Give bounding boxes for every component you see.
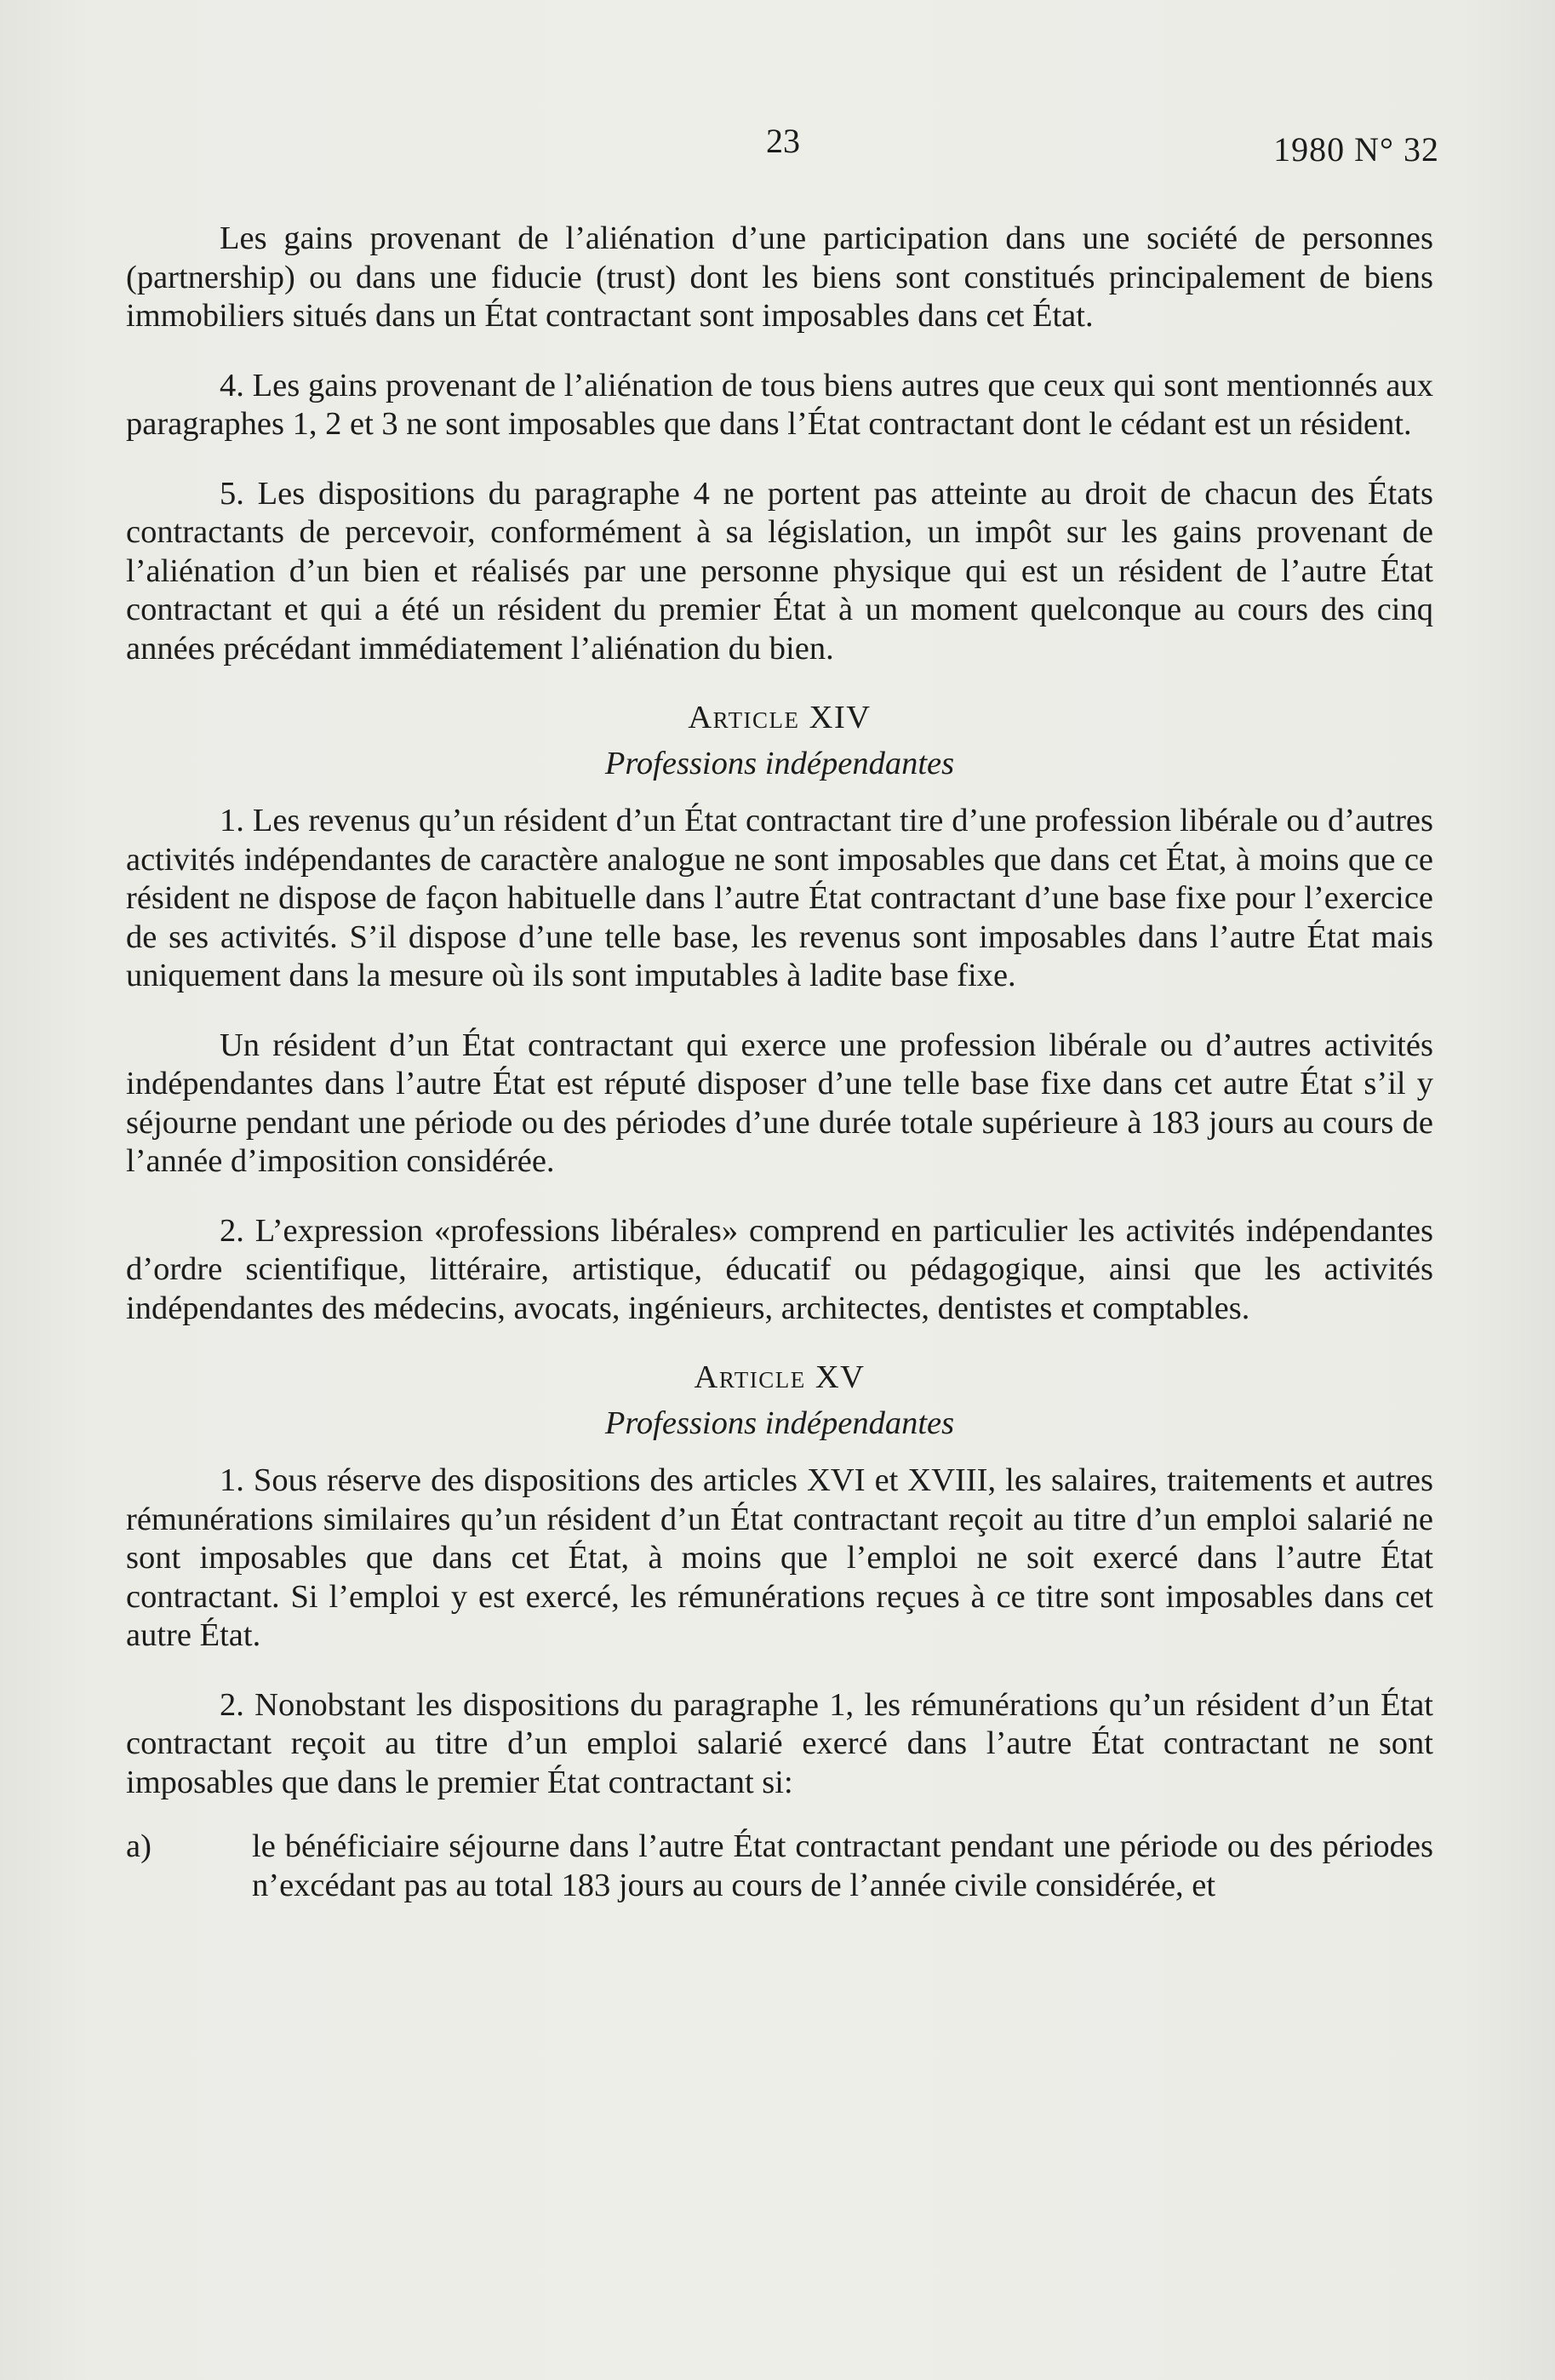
article-14-subtitle: Professions indépendantes <box>604 745 955 781</box>
paragraph-5: 5. Les dispositions du paragraphe 4 ne portent pas atteinte au droit de chacun des États contractants de percevoir, conformément à sa législation, un impôt sur les gains provenant de l’aliénation d’un bien et réalisés par une personne physique qui est un résident de l’autre État contractant et qui a été un résident du premier État à un moment quelconque au cours des cinq années précédant immédiatement l’aliénation du bien. <box>126 475 1433 667</box>
list-item-a <box>126 1828 1433 1905</box>
article-14-paragraph-1b: Un résident d’un État contractant qui exerce une profession libérale ou d’autres activités indépendantes dans l’autre État est réputé disposer d’une telle base fixe dans cet autre État s’il y séjourne pendant une période ou des périodes d’une durée totale supérieure à 183 jours au cours de l’année d’imposition considérée. <box>126 1027 1433 1179</box>
article-15-title: Article XV <box>694 1359 866 1395</box>
article-15-subtitle: Professions indépendantes <box>604 1405 955 1441</box>
article-14-paragraph-1: 1. Les revenus qu’un résident d’un État contractant tire d’une profession libérale ou d’autres activités indépendantes de caractère analogue ne sont imposables que dans cet État, à moins que ce résident ne dispose de façon habituelle dans l’autre État contractant d’une base fixe pour l’exercice de ses activités. S’il dispose d’une telle base, les revenus sont imposables dans l’autre État mais uniquement dans la mesure où ils sont imputables à ladite base fixe. <box>126 803 1433 993</box>
paragraph-partnership-gains: Les gains provenant de l’aliénation d’une participation dans une société de personnes (partnership) ou dans une fiducie (trust) dont les biens sont constitués principalement de biens immobiliers situés dans un État contractant sont imposables dans cet État. <box>126 220 1433 334</box>
article-15-paragraph-1: 1. Sous réserve des dispositions des articles XVI et XVIII, les salaires, traitements et autres rémunérations similaires qu’un résident d’un État contractant reçoit au titre d’un emploi salarié ne sont imposables que dans cet État, à moins que l’emploi ne soit exercé dans l’autre État contractant. Si l’emploi y est exercé, les rémunérations reçues à ce titre sont imposables dans cet autre État. <box>126 1462 1433 1653</box>
list-item-a-text: le bénéficiaire séjourne dans l’autre État contractant pendant une période ou des périodes n’excédant pas au total 183 jours au cours de l’année civile considérée, et <box>252 1828 1433 1903</box>
article-14-paragraph-2: 2. L’expression «professions libérales» comprend en particulier les activités indépendantes d’ordre scientifique, littéraire, artistique, éducatif ou pédagogique, ainsi que les activités indépendantes des médecins, avocats, ingénieurs, architectes, dentistes et comptables. <box>126 1212 1433 1326</box>
article-14-title: Article XIV <box>688 700 872 735</box>
page-header <box>0 121 1555 172</box>
paragraph-4: 4. Les gains provenant de l’aliénation de tous biens autres que ceux qui sont mentionnés aux paragraphes 1, 2 et 3 ne sont imposables que dans l’État contractant dont le cédant est un résident. <box>126 367 1433 442</box>
document-reference: 1980 N° 32 <box>1273 130 1439 169</box>
article-15-paragraph-2: 2. Nonobstant les dispositions du paragraphe 1, les rémunérations qu’un résident d’un État contractant reçoit au titre d’un emploi salarié exercé dans l’autre État contractant ne sont imposables que dans le premier État contractant si: <box>126 1686 1433 1800</box>
page-number: 23 <box>766 122 800 160</box>
list-marker-a: a) <box>126 1828 151 1864</box>
document-body <box>126 220 1433 1905</box>
